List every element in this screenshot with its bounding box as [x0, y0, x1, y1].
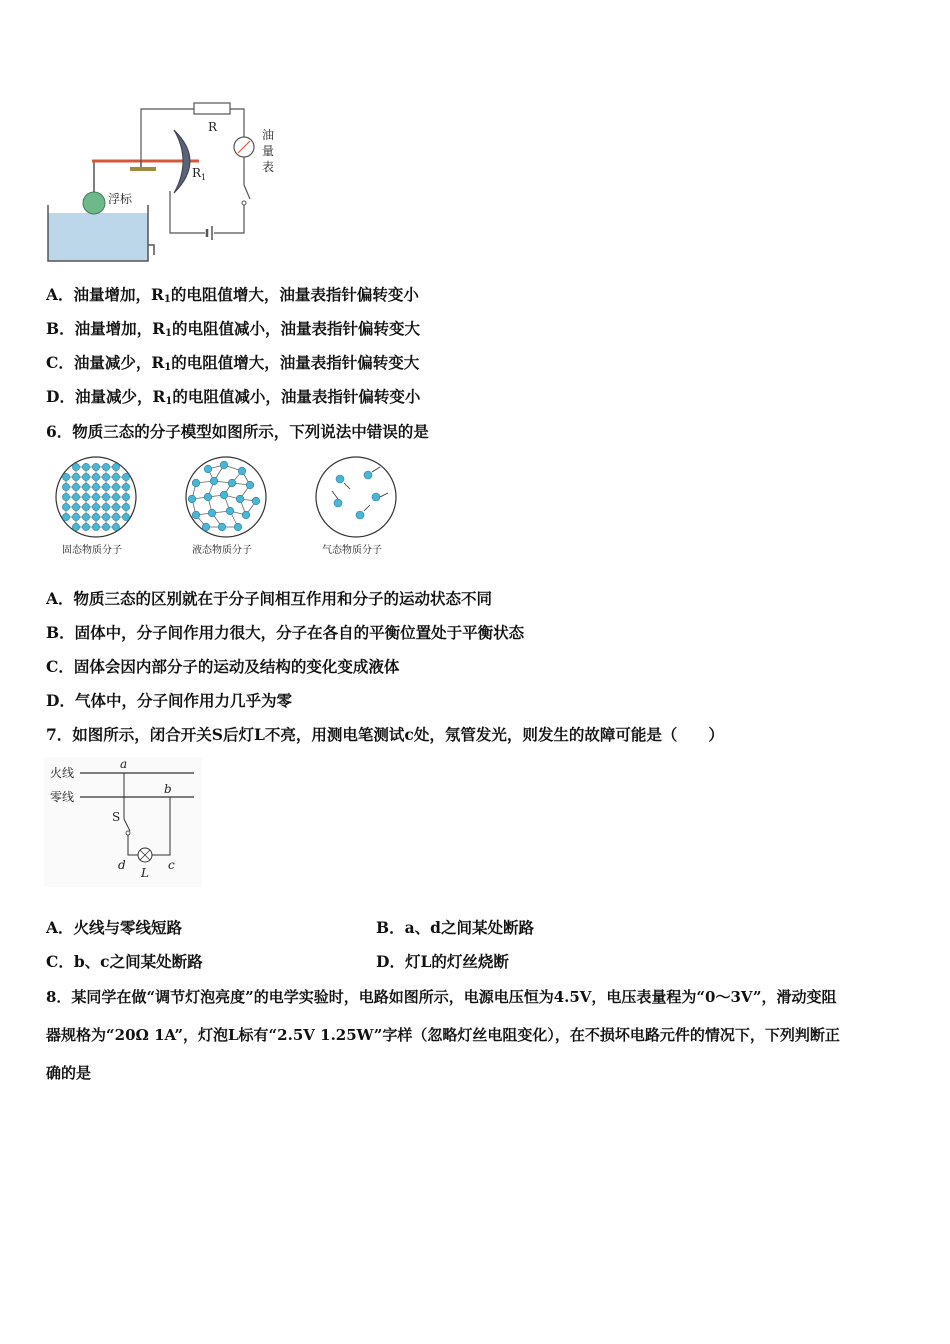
q7-option-b: B．a、d之间某处断路 [376, 918, 534, 937]
solid-molecule [82, 473, 89, 480]
solid-molecule [112, 463, 119, 470]
household-circuit-diagram [44, 757, 202, 887]
caption-solid: 固态物质分子 [62, 545, 122, 556]
switch [244, 185, 250, 199]
q6-option-d: D．气体中，分子间作用力几乎为零 [46, 691, 292, 710]
liquid-molecule [188, 495, 196, 503]
label-meter-3: 表 [262, 160, 275, 174]
solid-molecule [72, 463, 79, 470]
q7-option-c: C．b、c之间某处断路 [46, 952, 203, 971]
states-of-matter-figure [46, 455, 406, 560]
wire-c [152, 797, 170, 855]
switch-contact [126, 831, 130, 835]
solid-molecule [92, 523, 99, 530]
resistor-R [194, 103, 230, 114]
liquid-molecule [218, 523, 226, 531]
liquid-molecule [228, 479, 236, 487]
liquid-molecule [246, 481, 254, 489]
float-ball [83, 192, 105, 214]
solid-molecule [92, 473, 99, 480]
q8-stem-line2: 器规格为“20Ω 1A”，灯泡L标有“2.5V 1.25W”字样（忽略灯丝电阻变化），在不损坏电路元件的情况下，下列判断正 [46, 1026, 840, 1044]
solid-molecule [92, 493, 99, 500]
q7-option-d: D．灯L的灯丝烧断 [376, 952, 509, 971]
liquid-molecule [192, 511, 200, 519]
liquid-molecule [252, 497, 260, 505]
label-meter-2: 量 [262, 144, 275, 158]
solid-molecule [112, 513, 119, 520]
oil-gauge-figure [44, 95, 284, 265]
solid-molecule [122, 493, 129, 500]
q5-option-b: B．油量增加，$R_1$的电阻值减小，油量表指针偏转变大 [46, 319, 420, 339]
solid-molecule [122, 473, 129, 480]
label-meter-1: 油 [262, 128, 275, 142]
liquid-molecule [192, 479, 200, 487]
q6-option-a: A．物质三态的区别就在于分子间相互作用和分子的运动状态不同 [46, 589, 493, 608]
oil-gauge-diagram [44, 95, 284, 265]
solid-molecule [102, 473, 109, 480]
solid-molecule [82, 493, 89, 500]
solid-molecule [62, 503, 69, 510]
switch-S [124, 819, 130, 831]
oil-liquid [48, 213, 148, 261]
caption-gas: 气态物质分子 [322, 545, 382, 556]
label-c: c [168, 858, 175, 872]
solid-molecule [72, 513, 79, 520]
solid-molecule [112, 493, 119, 500]
liquid-molecule [234, 523, 242, 531]
q8-stem-line3: 确的是 [46, 1064, 92, 1082]
solid-molecule [112, 473, 119, 480]
q6-option-b: B．固体中，分子间作用力很大，分子在各自的平衡位置处于平衡状态 [46, 623, 525, 642]
label-S: S [112, 810, 121, 824]
solid-molecule [72, 493, 79, 500]
liquid-molecule [210, 477, 218, 485]
liquid-molecule [236, 495, 244, 503]
solid-molecule [112, 483, 119, 490]
solid-molecule [82, 483, 89, 490]
solid-model [56, 457, 136, 537]
q5-option-d: D．油量减少，$R_1$的电阻值减小，油量表指针偏转变小 [46, 387, 421, 407]
liquid-molecule [202, 523, 210, 531]
label-R: R [208, 120, 218, 134]
label-R1: $R_1$ [192, 166, 207, 182]
liquid-molecule [208, 509, 216, 517]
household-circuit-figure [44, 757, 202, 887]
solid-molecule [62, 473, 69, 480]
liquid-molecule [238, 467, 246, 475]
label-live: 火线 [50, 766, 75, 780]
solid-molecule [102, 463, 109, 470]
solid-molecule [92, 483, 99, 490]
q7-option-a: A．火线与零线短路 [46, 918, 183, 937]
solid-molecule [122, 503, 129, 510]
solid-molecule [72, 483, 79, 490]
liquid-molecule [220, 491, 228, 499]
solid-molecule [92, 513, 99, 520]
switch-contact [242, 201, 246, 205]
solid-molecule [72, 503, 79, 510]
solid-molecule [112, 523, 119, 530]
solid-molecule [92, 503, 99, 510]
label-a: a [120, 757, 128, 771]
solid-molecule [82, 523, 89, 530]
tank-tap [148, 245, 154, 255]
liquid-molecule [220, 461, 228, 469]
solid-molecule [102, 513, 109, 520]
liquid-model [186, 457, 266, 537]
label-d: d [118, 858, 126, 872]
liquid-molecule [226, 507, 234, 515]
label-float: 浮标 [108, 192, 133, 206]
wire-top-right [230, 109, 244, 137]
solid-molecule [82, 503, 89, 510]
caption-liquid: 液态物质分子 [192, 545, 252, 556]
liquid-molecule [242, 511, 250, 519]
pivot-base [130, 167, 156, 171]
liquid-molecule [204, 465, 212, 473]
wire-d [128, 835, 138, 855]
solid-molecule [102, 493, 109, 500]
q6-option-c: C．固体会因内部分子的运动及结构的变化变成液体 [46, 657, 400, 676]
solid-molecule [102, 483, 109, 490]
solid-molecule [62, 513, 69, 520]
solid-molecule [62, 483, 69, 490]
solid-molecule [112, 503, 119, 510]
solid-molecule [62, 493, 69, 500]
gas-model [316, 457, 396, 537]
solid-molecule [82, 463, 89, 470]
solid-molecule [122, 513, 129, 520]
label-b: b [164, 782, 172, 796]
solid-molecule [102, 523, 109, 530]
q5-option-c: C．油量减少，$R_1$的电阻值增大，油量表指针偏转变大 [46, 353, 420, 373]
solid-molecule [72, 523, 79, 530]
solid-molecule [82, 513, 89, 520]
liquid-molecule [204, 493, 212, 501]
solid-molecule [122, 483, 129, 490]
states-of-matter-diagram [46, 455, 406, 560]
q5-option-a: A．油量增加，$R_1$的电阻值增大，油量表指针偏转变小 [46, 285, 419, 305]
q6-stem: 6．物质三态的分子模型如图所示，下列说法中错误的是 [46, 422, 429, 441]
solid-molecule [92, 463, 99, 470]
q7-stem: 7．如图所示，闭合开关S后灯L不亮，用测电笔测试c处，氖管发光，则发生的故障可能是（ ） [46, 725, 724, 744]
label-L: L [141, 866, 149, 880]
wire-bottom-left [170, 191, 205, 233]
label-neutral: 零线 [50, 790, 75, 804]
solid-molecule [72, 473, 79, 480]
solid-molecule [102, 503, 109, 510]
q8-stem-line1: 8．某同学在做“调节灯泡亮度”的电学实验时，电路如图所示，电源电压恒为4.5V，电压表量程为“0～3V”，滑动变阻 [46, 988, 837, 1006]
wire-bottom-right [214, 205, 244, 233]
